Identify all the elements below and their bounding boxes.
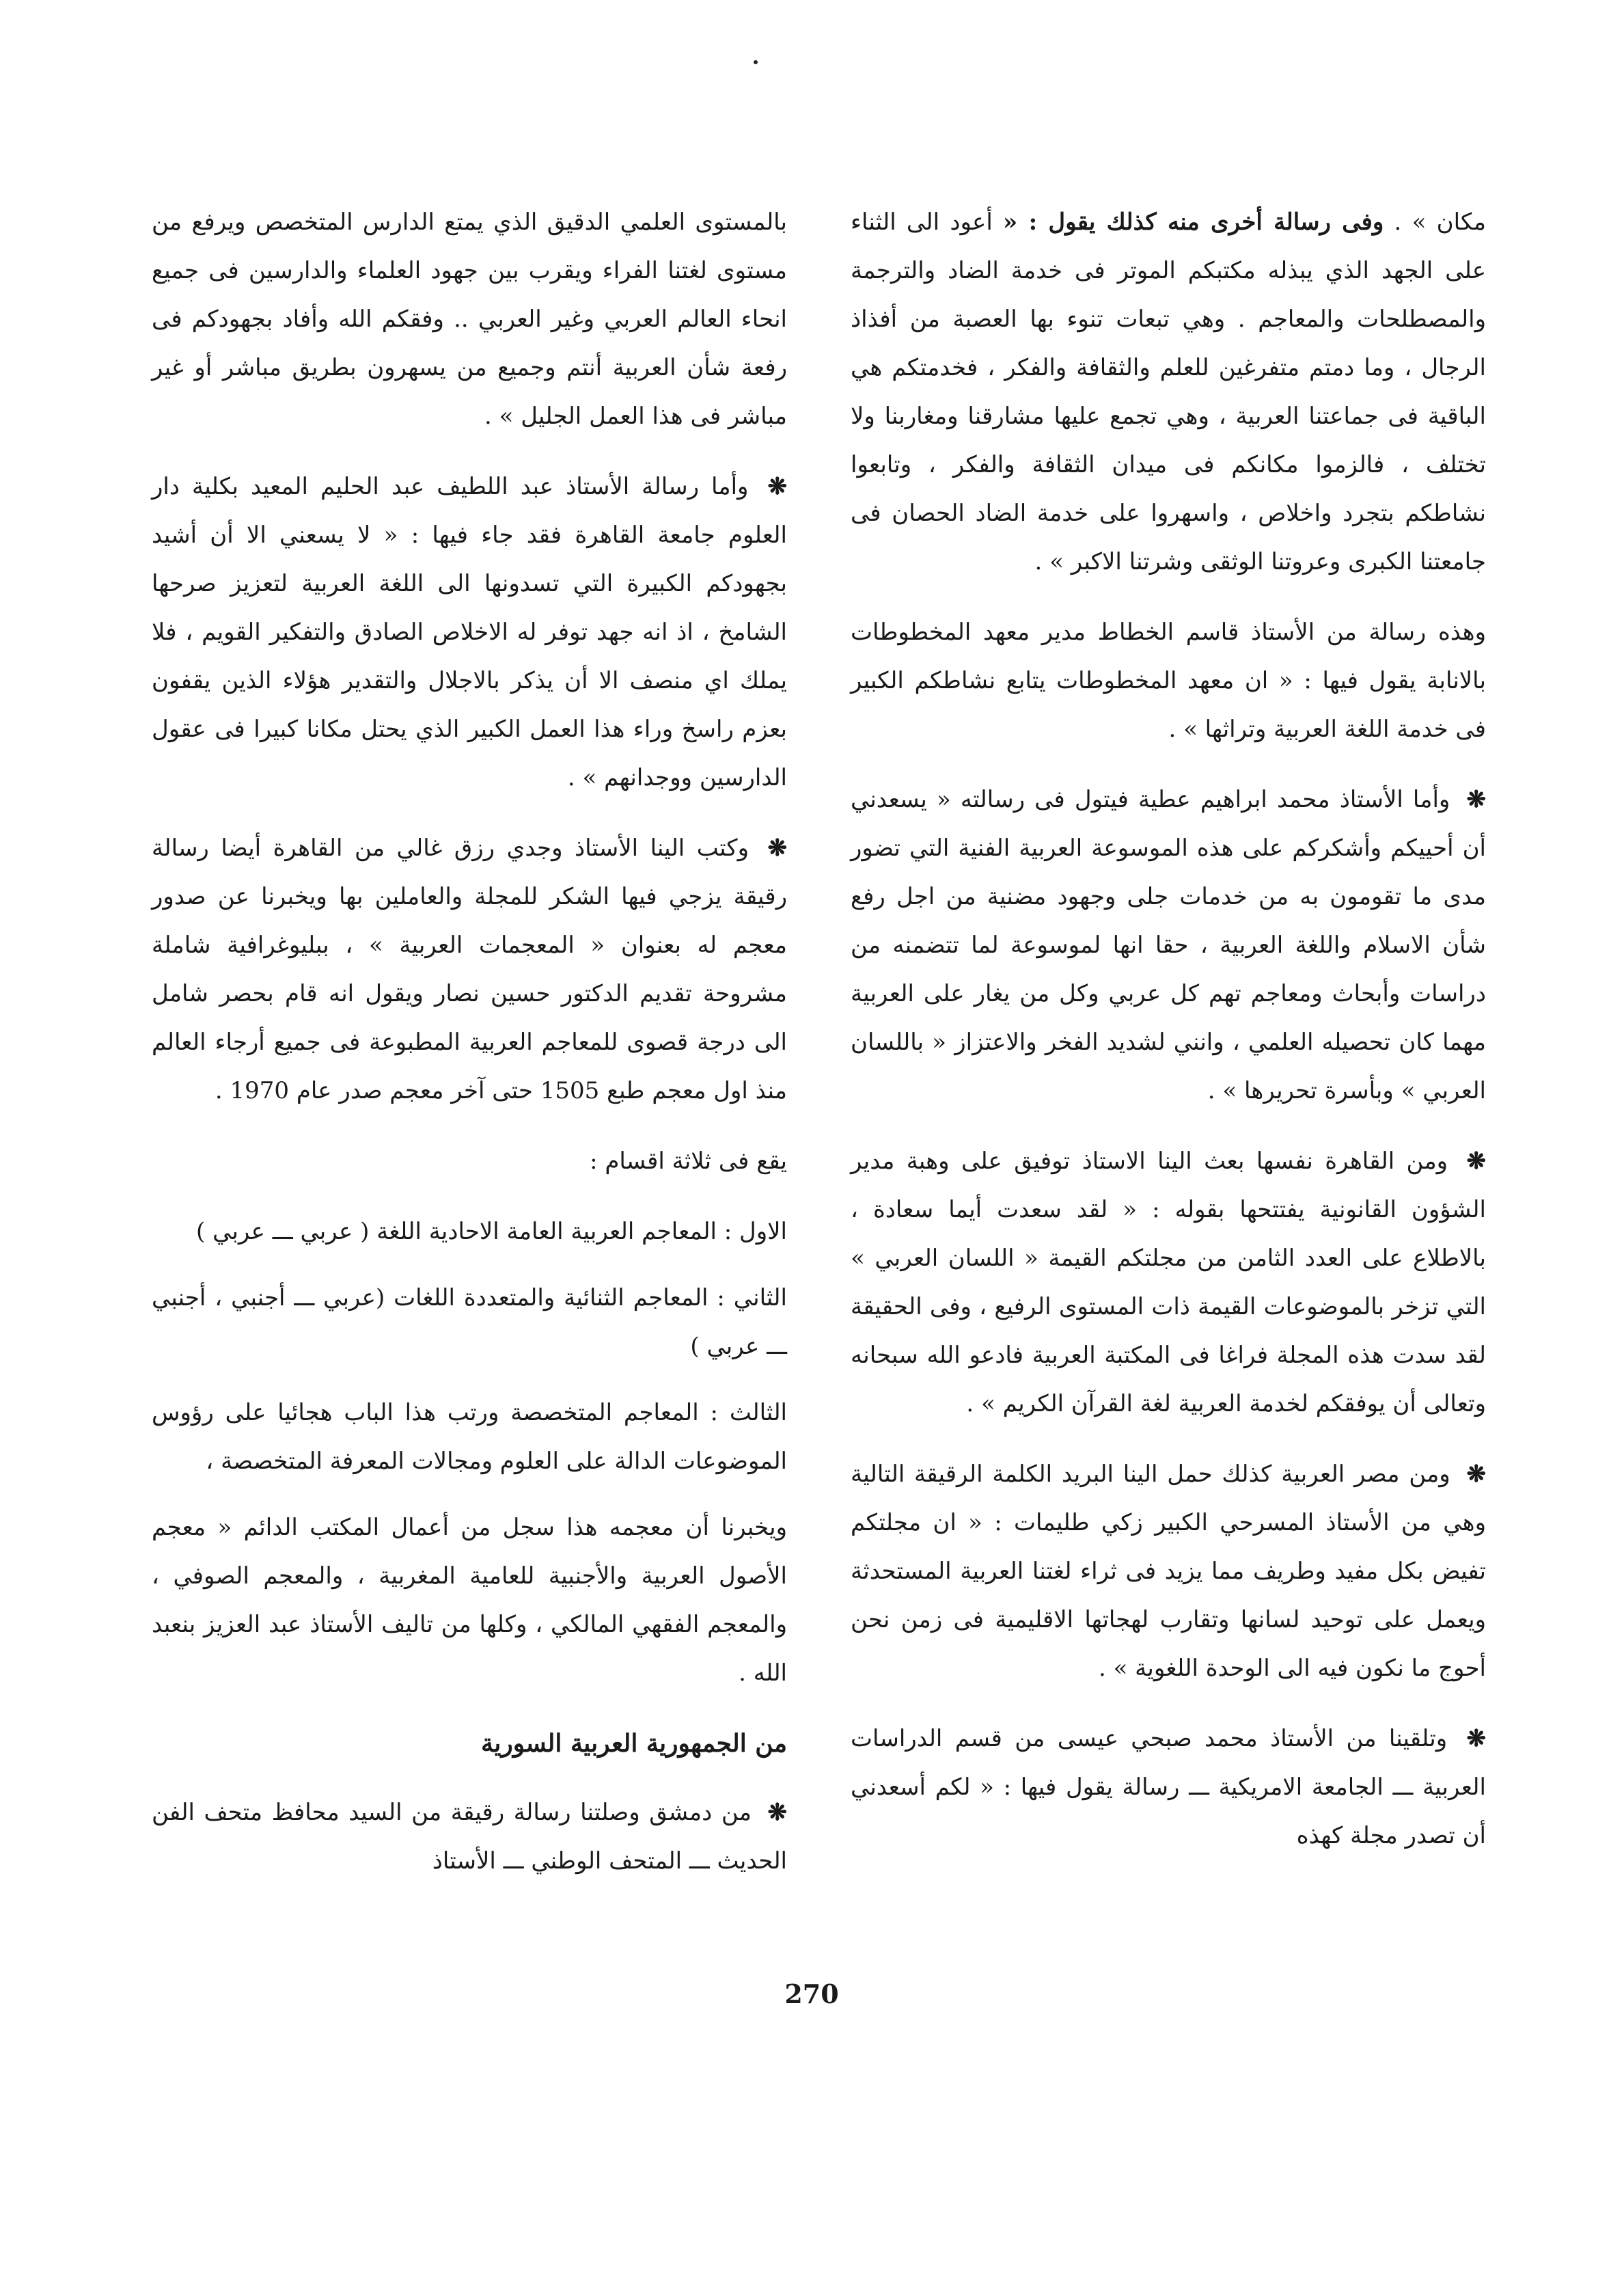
asterism-icon: ❋: [767, 834, 787, 862]
asterism-icon: ❋: [1466, 1147, 1486, 1175]
paragraph-text: يقع فى ثلاثة اقسام :: [590, 1147, 787, 1175]
paragraph-text: ويخبرنا أن معجمه هذا سجل من أعمال المكتب الدائم « معجم الأصول العربية والأجنبية للعامية المغربية ، والمعجم الصوفي ، والمعجم الفقهي المالكي ، وكلها من تاليف الأستاذ عبد العزيز بنعبد الله .: [152, 1514, 787, 1687]
asterism-icon: ❋: [1466, 786, 1486, 813]
left-paragraph-5: [152, 1504, 787, 1698]
paragraph-text: أعود الى الثناء على الجهد الذي يبذله مكتبكم الموتر فى خدمة الضاد والترجمة والمصطلحات والمعاجم . وهي تبعات تنوء بها العصبة من أفذاذ الرجال ، وما دمتم متفرغين للعلم والثقافة والفكر ، فخدمتكم هي الباقية فى جماعتنا العربية ، وهي تجمع عليها مشارقنا ومغاربنا ولا تختلف ، فالزموا مكانكم فى ميدان الثقافة والفكر ، وتابعوا نشاطكم بتجرد واخلاص ، واسهروا على خدمة الضاد الحصان فى جامعتنا الكبرى وعروتنا الوثقى وشرتنا الاكبر » .: [851, 208, 1486, 575]
paragraph-lead: وفى رسالة أخرى منه كذلك يقول : «: [1003, 208, 1384, 236]
right-column: [851, 198, 1486, 1882]
paragraph-text: وكتب الينا الأستاذ وجدي رزق غالي من القاهرة أيضا رسالة رقيقة يزجي فيها الشكر للمجلة والعاملين بها ويخبرنا عن صدور معجم له بعنوان « المعجمات العربية » ، ببليوغرافية شاملة مشروحة تقديم الدكتور حسين نصار ويقول انه قام بحصر شامل الى درجة قصوى للمعاجم العربية المطبوعة فى جميع أرجاء العالم منذ اول معجم طبع 1505 حتى آخر معجم صدر عام 1970 .: [152, 834, 787, 1104]
left-paragraph-4: [152, 1137, 787, 1186]
paragraph-text: وأما رسالة الأستاذ عبد اللطيف عبد الحليم المعيد بكلية دار العلوم جامعة القاهرة فقد جاء فيها : « لا يسعني الا أن أشيد بجهودكم الكبيرة التي تسدونها الى اللغة العربية لتعزيز صرحها الشامخ ، اذ انه جهد توفر له الاخلاص الصادق والتفكير القويم ، فلا يملك اي منصف الا أن يذكر بالاجلال والتقدير هؤلاء الذين يقفون بعزم راسخ وراء هذا العمل الكبير الذي يحتل مكانا كبيرا فى عقول الدارسين ووجدانهم » .: [152, 473, 787, 791]
asterism-icon: ❋: [1466, 1725, 1486, 1752]
left-paragraph-3: [152, 824, 787, 1115]
left-column: [152, 198, 787, 1907]
section-list-item-2: [152, 1274, 787, 1371]
asterism-icon: ❋: [767, 473, 787, 500]
section-list-item-1: [152, 1208, 787, 1256]
section-heading: من الجمهورية العربية السورية: [481, 1729, 787, 1758]
asterism-icon: ❋: [1466, 1460, 1486, 1488]
left-paragraph-6: [152, 1789, 787, 1886]
paragraph-text: وهذه رسالة من الأستاذ قاسم الخطاط مدير معهد المخطوطات بالانابة يقول فيها : « ان معهد المخطوطات يتابع نشاطكم الكبير فى خدمة اللغة العربية وتراثها » .: [851, 618, 1486, 743]
paragraph-text: وتلقينا من الأستاذ محمد صبحي عيسى من قسم الدراسات العربية ـــ الجامعة الامريكية ـــ رسالة يقول فيها : « لكم أسعدني أن تصدر مجلة كهذه: [851, 1725, 1486, 1849]
paragraph-text: ومن القاهرة نفسها بعث الينا الاستاذ توفيق على وهبة مدير الشؤون القانونية يفتتحها بقوله : « لقد سعدت أيما سعادة ، بالاطلاع على العدد الثامن من مجلتكم القيمة « اللسان العربي » التي تزخر بالموضوعات القيمة ذات المستوى الرفيع ، وفى الحقيقة لقد سدت هذه المجلة فراغا فى المكتبة العربية فادعو الله سبحانه وتعالى أن يوفقكم لخدمة العربية لغة القرآن الكريم » .: [851, 1147, 1486, 1417]
list-item-text: الاول : المعاجم العربية العامة الاحادية اللغة ( عربي ـــ عربي ): [196, 1218, 787, 1245]
right-paragraph-2: [851, 608, 1486, 754]
section-list-item-3: [152, 1389, 787, 1486]
left-paragraph-1: [152, 198, 787, 441]
right-paragraph-5: [851, 1450, 1486, 1693]
list-item-text: الثالث : المعاجم المتخصصة ورتب هذا الباب هجائيا على رؤوس الموضوعات الدالة على العلوم ومجالات المعرفة المتخصصة ،: [152, 1399, 787, 1475]
page-number: 270: [784, 1979, 839, 2009]
right-paragraph-4: [851, 1137, 1486, 1428]
right-paragraph-1: [851, 198, 1486, 586]
paragraph-text: بالمستوى العلمي الدقيق الذي يمتع الدارس المتخصص ويرفع من مستوى لغتنا الفراء ويقرب بين جهود العلماء والدارسين فى جميع انحاء العالم العربي وغير العربي .. وفقكم الله وأفاد بجهودكم فى رفعة شأن العربية أنتم وجميع من يسهرون بطريق مباشر أو غير مباشر فى هذا العمل الجليل » .: [152, 208, 787, 430]
right-paragraph-6: [851, 1715, 1486, 1860]
asterism-icon: ❋: [767, 1799, 788, 1826]
scan-speck: [754, 60, 758, 64]
list-item-text: الثاني : المعاجم الثنائية والمتعددة اللغات (عربي ـــ أجنبي ، أجنبي ـــ عربي ): [152, 1284, 787, 1360]
paragraph-text: مكان » .: [1394, 208, 1486, 236]
left-paragraph-2: [152, 463, 787, 802]
paragraph-text: ومن مصر العربية كذلك حمل الينا البريد الكلمة الرقيقة التالية وهي من الأستاذ المسرحي الكبير زكي طليمات : « ان مجلتكم تفيض بكل مفيد وطريف مما يزيد فى ثراء لغتنا العربية المستحدثة ويعمل على توحيد لسانها وتقارب لهجاتها الاقليمية فى زمن نحن أحوج ما نكون فيه الى الوحدة اللغوية » .: [851, 1460, 1486, 1682]
right-paragraph-3: [851, 776, 1486, 1115]
paragraph-text: وأما الأستاذ محمد ابراهيم عطية فيتول فى رسالته « يسعدني أن أحييكم وأشكركم على هذه الموسوعة العربية الفنية التي تضور مدى ما تقومون به من خدمات جلى وجهود مضنية من اجل رفع شأن الاسلام واللغة العربية ، حقا انها لموسوعة لما تتضمنه من دراسات وأبحاث ومعاجم تهم كل عربي وكل من يغار على العربية مهما كان تحصيله العلمي ، وانني لشديد الفخر والاعتزاز « باللسان العربي » وبأسرة تحريرها » .: [851, 786, 1486, 1104]
paragraph-text: من دمشق وصلتنا رسالة رقيقة من السيد محافظ متحف الفن الحديث ـــ المتحف الوطني ـــ الأستاذ: [152, 1799, 787, 1875]
